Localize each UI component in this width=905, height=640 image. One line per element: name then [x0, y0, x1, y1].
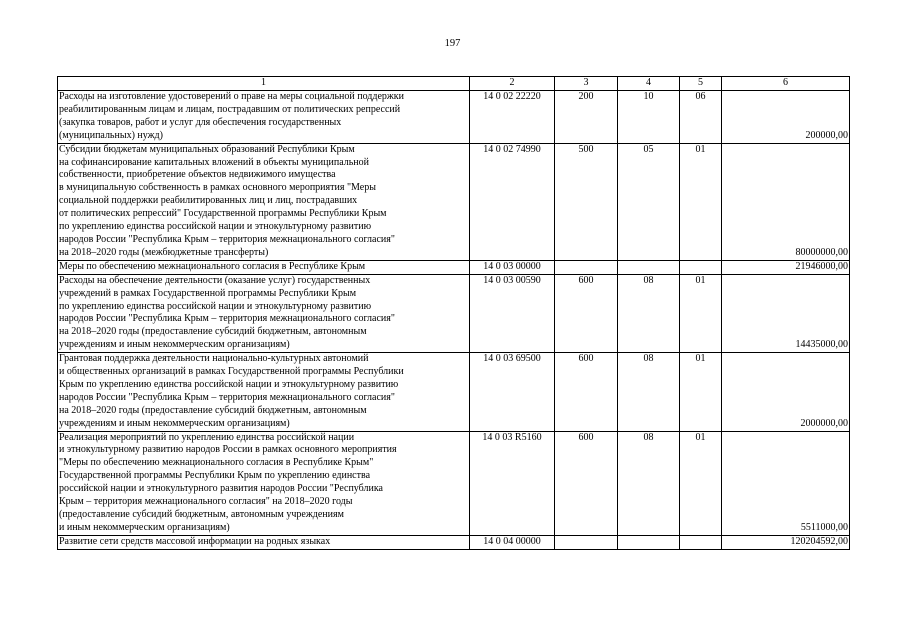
row-description: Развитие сети средств массовой информации на родных языках: [58, 535, 470, 549]
row-column-3: 600: [555, 274, 618, 352]
table-body: [58, 91, 850, 550]
table-row: [58, 260, 850, 274]
page-number: 197: [444, 38, 461, 49]
row-code: 14 0 03 00000: [470, 260, 555, 274]
row-column-3: [555, 260, 618, 274]
row-description: Меры по обеспечению межнационального согласия в Республике Крым: [58, 260, 470, 274]
row-code: 14 0 04 00000: [470, 535, 555, 549]
column-header: 5: [680, 77, 722, 91]
row-column-4: 08: [618, 353, 680, 431]
row-column-5: [680, 260, 722, 274]
column-header: 6: [722, 77, 850, 91]
table-header-row: [58, 77, 850, 91]
row-code: 14 0 03 69500: [470, 353, 555, 431]
row-description: Реализация мероприятий по укреплению единства российской нации и этнокультурному развитию народов России в рамках основного мероприятия "Меры по обеспечению межнационального согласия в Республике Крым" Государственной программы Республики Крым по укреплению единства российской нации и этнокультурного развития народов России "Республика Крым – территория межнационального согласия" на 2018–2020 годы (предоставление субсидий бюджетным, автономным учреждениям и иным некоммерческим организациям): [58, 431, 470, 535]
row-column-4: [618, 260, 680, 274]
row-code: 14 0 02 74990: [470, 143, 555, 260]
row-column-3: [555, 535, 618, 549]
row-code: 14 0 03 R5160: [470, 431, 555, 535]
column-header: 2: [470, 77, 555, 91]
row-column-4: [618, 535, 680, 549]
column-header: 3: [555, 77, 618, 91]
row-column-3: 200: [555, 91, 618, 144]
row-column-3: 600: [555, 353, 618, 431]
row-column-5: 06: [680, 91, 722, 144]
row-code: 14 0 02 22220: [470, 91, 555, 144]
row-description: Расходы на изготовление удостоверений о праве на меры социальной поддержки реабилитированным лицам и лицам, пострадавшим от политических репрессий (закупка товаров, работ и услуг для обеспечения государственных (муниципальных) нужд): [58, 91, 470, 144]
table-row: [58, 274, 850, 352]
row-column-4: 05: [618, 143, 680, 260]
row-description: Расходы на обеспечение деятельности (оказание услуг) государственных учреждений в рамках Государственной программы Республики Крым по укреплению единства российской нации и этнокультурному развитию народов России "Республика Крым – территория межнационального согласия" на 2018–2020 годы (предоставление субсидий бюджетным, автономным учреждениям и иным некоммерческим организациям): [58, 274, 470, 352]
column-header: 1: [58, 77, 470, 91]
row-column-4: 10: [618, 91, 680, 144]
row-column-3: 500: [555, 143, 618, 260]
row-amount: 21946000,00: [722, 260, 850, 274]
table-row: [58, 91, 850, 144]
row-column-4: 08: [618, 274, 680, 352]
row-description: Грантовая поддержка деятельности национально-культурных автономий и общественных организаций в рамках Государственной программы Республики Крым по укреплению единства российской нации и этнокультурному развитию народов России "Республика Крым – территория межнационального согласия" на 2018–2020 годы (предоставление субсидий бюджетным, автономным учреждениям и иным некоммерческим организациям): [58, 353, 470, 431]
row-amount: 5511000,00: [722, 431, 850, 535]
row-description: Субсидии бюджетам муниципальных образований Республики Крым на софинансирование капитальных вложений в объекты муниципальной собственности, приобретение объектов недвижимого имущества в муниципальную собственность в рамках основного мероприятия "Меры социальной поддержки реабилитированных лиц и лиц, пострадавших от политических репрессий" Государственной программы Республики Крым по укреплению единства российской нации и этнокультурному развитию народов России "Республика Крым – территория межнационального согласия" на 2018–2020 годы (межбюджетные трансферты): [58, 143, 470, 260]
row-column-3: 600: [555, 431, 618, 535]
row-amount: 120204592,00: [722, 535, 850, 549]
column-header: 4: [618, 77, 680, 91]
row-column-4: 08: [618, 431, 680, 535]
row-amount: 80000000,00: [722, 143, 850, 260]
row-amount: 200000,00: [722, 91, 850, 144]
table-row: [58, 431, 850, 535]
row-column-5: 01: [680, 353, 722, 431]
row-amount: 14435000,00: [722, 274, 850, 352]
row-column-5: 01: [680, 274, 722, 352]
row-amount: 2000000,00: [722, 353, 850, 431]
row-column-5: 01: [680, 431, 722, 535]
table-row: [58, 353, 850, 431]
row-code: 14 0 03 00590: [470, 274, 555, 352]
budget-table: [57, 76, 850, 550]
row-column-5: [680, 535, 722, 549]
table-row: [58, 143, 850, 260]
table-row: [58, 535, 850, 549]
row-column-5: 01: [680, 143, 722, 260]
